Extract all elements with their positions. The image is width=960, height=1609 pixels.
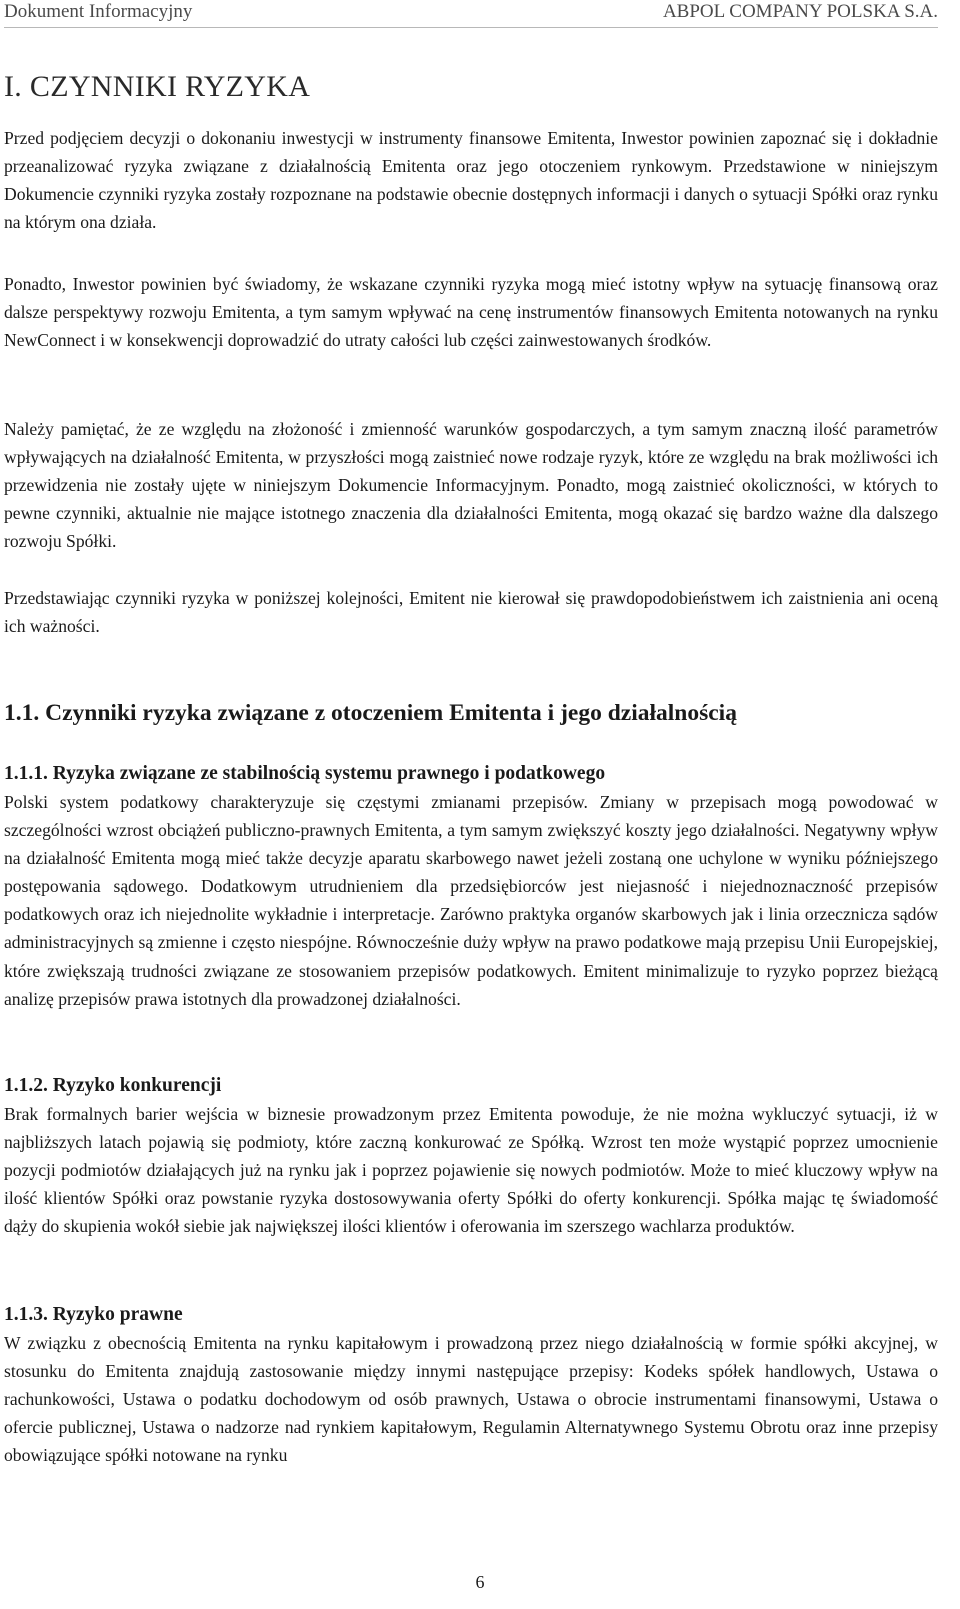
chapter-title: I. CZYNNIKI RYZYKA — [4, 70, 311, 103]
intro-paragraph: Należy pamiętać, że ze względu na złożoność i zmienność warunków gospodarczych, a tym samym znaczną ilość parametrów wpływających na działalność Emitenta, w przyszłości mogą zaistnieć nowe rodzaje ryzyk, które ze względu na brak możliwości ich przewidzenia nie zostały ujęte w niniejszym Dokumencie Informacyjnym. Ponadto, mogą zaistnieć okoliczności, w których to pewne czynniki, aktualnie nie mające istotnego znaczenia dla działalności Emitenta, mogą okazać się bardzo ważne dla dalszego rozwoju Spółki. — [4, 419, 938, 552]
subsection-paragraph: W związku z obecnością Emitenta na rynku kapitałowym i prowadzoną przez niego działalnością w formie spółki akcyjnej, w stosunku do Emitenta znajdują zastosowanie między innymi następujące przepisy: Kodeks spółek handlowych, Ustawa o rachunkowości, Ustawa o podatku dochodowym od osób prawnych, Ustawa o obrocie instrumentami finansowymi, Ustawa o ofercie publicznej, Ustawa o nadzorze nad rynkiem kapitałowym, Regulamin Alternatywnego Systemu Obrotu oraz inne przepisy obowiązujące spółki notowane na rynku — [4, 1333, 938, 1466]
subsection-heading: 1.1.1. Ryzyka związane ze stabilnością systemu prawnego i podatkowego — [4, 763, 606, 784]
header-company-name: ABPOL COMPANY POLSKA S.A. — [662, 1, 938, 22]
intro-paragraph: Przed podjęciem decyzji o dokonaniu inwestycji w instrumenty finansowe Emitenta, Inwestor powinien zapoznać się i dokładnie przeanalizować ryzyka związane z działalnością Emitenta oraz jego otoczeniem rynkowym. Przedstawione w niniejszym Dokumencie czynniki ryzyka zostały rozpoznane na podstawie obecnie dostępnych informacji i danych o sytuacji Spółki oraz rynku na którym ona działa. — [4, 128, 938, 233]
intro-paragraph: Ponadto, Inwestor powinien być świadomy, że wskazane czynniki ryzyka mogą mieć istotny wpływ na sytuację finansową oraz dalsze perspektywy rozwoju Emitenta, a tym samym wpływać na cenę instrumentów finansowych Emitenta notowanych na rynku NewConnect i w konsekwencji doprowadzić do utraty całości lub części zainwestowanych środków. — [4, 274, 938, 351]
subsection-paragraph: Brak formalnych barier wejścia w biznesie prowadzonym przez Emitenta powoduje, że nie można wykluczyć sytuacji, iż w najbliższych latach pojawią się podmioty, które zaczną konkurować ze Spółką. Wzrost ten może wystąpić poprzez umocnienie pozycji podmiotów działających już na rynku jak i poprzez pojawienie się nowych podmiotów. Może to mieć kluczowy wpływ na ilość klientów Spółki oraz powstanie ryzyka dostosowywania oferty Spółki do oferty konkurencji. Spółka mając tę świadomość dąży do skupienia wokół siebie jak największej ilości klientów i oferowania im szerszego wachlarza produktów. — [4, 1104, 938, 1237]
header-document-title: Dokument Informacyjny — [4, 1, 193, 22]
subsection-paragraph: Polski system podatkowy charakteryzuje się częstymi zmianami przepisów. Zmiany w przepisach mogą powodować w szczególności wzrost obciążeń publiczno-prawnych Emitenta, a tym samym zwiększyć koszty jego działalności. Negatywny wpływ na działalność Emitenta mogą mieć także decyzje aparatu skarbowego nawet jeżeli zostaną one uchylone w wyniku późniejszego postępowania sądowego. Dodatkowym utrudnieniem dla przedsiębiorców jest niejasność i niejednoznaczność przepisów podatkowych oraz ich niejednolite wykładnie i interpretacje. Zarówno praktyka organów skarbowych jak i linia orzecznicza sądów administracyjnych są zmienne i często niespójne. Równocześnie duży wpływ na prawo podatkowe mają przepisu Unii Europejskiej, które zwiększają trudności związane ze stosowaniem przepisów podatkowych. Emitent minimalizuje to ryzyko poprzez bieżącą analizę przepisów prawa istotnych dla prowadzonej działalności. — [4, 792, 938, 1009]
page-number: 6 — [475, 1572, 485, 1592]
subsection-heading: 1.1.2. Ryzyko konkurencji — [4, 1075, 222, 1096]
subsection-heading: 1.1.3. Ryzyko prawne — [4, 1304, 183, 1325]
page-header — [4, 0, 938, 28]
intro-paragraph: Przedstawiając czynniki ryzyka w poniższej kolejności, Emitent nie kierował się prawdopodobieństwem ich zaistnienia ani oceną ich ważności. — [4, 588, 938, 637]
section-heading: 1.1. Czynniki ryzyka związane z otoczeniem Emitenta i jego działalnością — [4, 700, 737, 726]
